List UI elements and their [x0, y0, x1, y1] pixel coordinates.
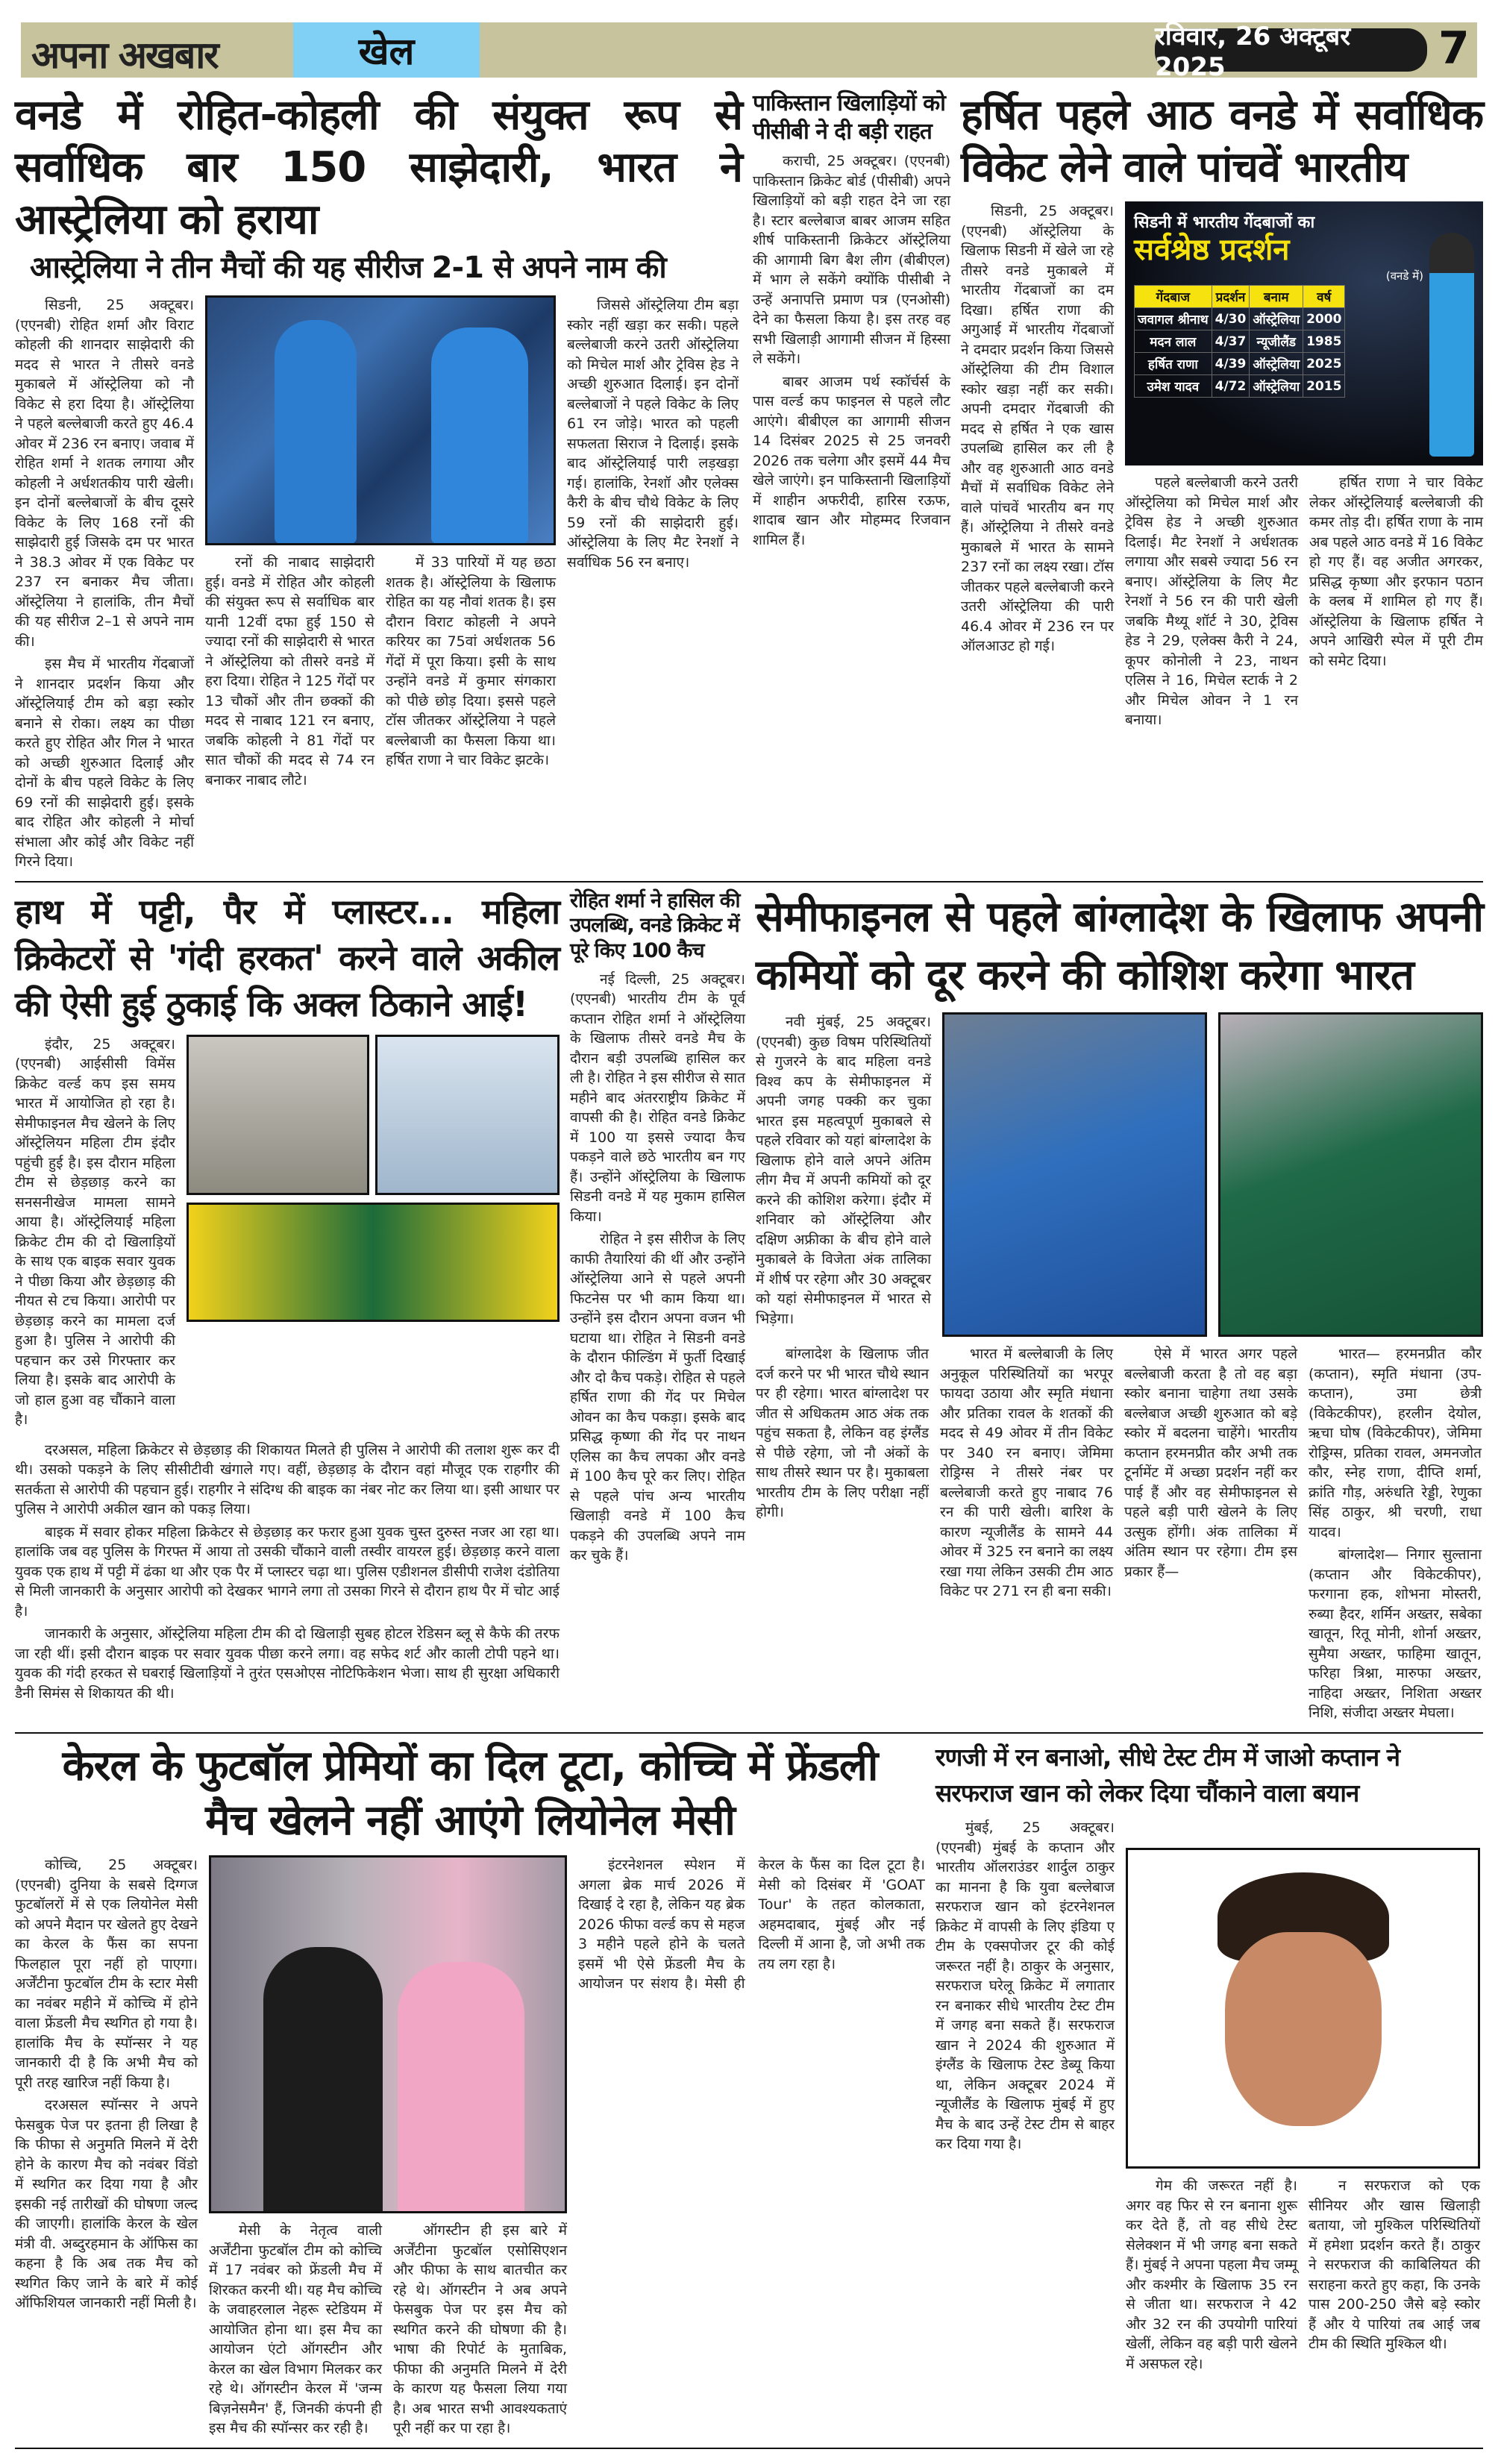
cell: 2015: [1303, 375, 1345, 398]
paragraph: गेम की जरूरत नहीं है। अगर वह फिर से रन बनाना शुरू कर देते हैं, तो वह सीधे टेस्ट सेलेक्शन में भी जगह बना सकते हैं। मुंबई ने अपना पहला मैच जम्मू और कश्मीर के खिलाफ 35 रन से जीता था। सरफराज ने 42 और 32 रन की उपयोगी पारियां खेलीं, लेकिन वह बड़ी पारी खेलने में असफल रहे।: [1126, 2178, 1297, 2372]
paragraph: रनों की नाबाद साझेदारी हुई। वनडे में रोहित और कोहली की संयुक्त रूप से सर्वाधिक बार यानी 12वीं दफा हुई 150 से ज्यादा रनों की साझेदारी से भारत ने ऑस्ट्रेलिया को तीसरे वनडे में हरा दिया। रोहित ने 125 गेंदों पर 13 चौकों और तीन छक्कों की मदद से नाबाद 121 रन बनाए, जबकि कोहली ने 81 गेंदों पर सात चौकों की मदद से 74 रन बनाकर नाबाद लौटे।: [205, 554, 374, 789]
paragraph: मुंबई, 25 अक्टूबर। (एएनबी) मुंबई के कप्तान और भारतीय ऑलराउंडर शार्दुल ठाकुर का मानना है कि युवा बल्लेबाज सरफराज खान को इंटरनेशनल क्रिकेट में वापसी के लिए इंडिया ए टीम के एक्सपोजर टूर की कोई जरूरत नहीं है। ठाकुर के अनुसार, सरफराज घरेलू क्रिकेट में लगातार रन बनाकर सीधे भारतीय टेस्ट टीम में जगह बना सकते हैं। सरफराज खान ने 2024 की शुरुआत में इंग्लैंड के खिलाफ टेस्ट डेब्यू किया था, लेकिन अक्टूबर 2024 में न्यूजीलैंड के खिलाफ मुंबई में हुए मैच के बाद उन्हें टेस्ट टीम से बाहर कर दिया गया है।: [936, 1819, 1115, 2153]
article-column: [15, 1441, 560, 1704]
headline: हाथ में पट्टी, पैर में प्लास्टर... महिला क्रिकेटरों से 'गंदी हरकत' करने वाले अकील की ऐसी हुई ठुकाई कि अक्ल ठिकाने आई!: [15, 891, 560, 1024]
article-akeel: [15, 888, 560, 1707]
injured-accused-photo: [375, 1035, 560, 1195]
table-row: [1135, 308, 1345, 330]
article-rohit-catches: [570, 888, 745, 1569]
rohit-kohli-photo: [205, 295, 556, 545]
headline: केरल के फुटबॉल प्रेमियों का दिल टूटा, कोच्चि में फ्रेंडली मैच खेलने नहीं आएंगे लियोनेल मेसी: [62, 1741, 878, 1845]
article-column: [1309, 473, 1483, 674]
cell: 1985: [1303, 330, 1345, 353]
paragraph: इंटरनेशनल स्पेशन में अगला ब्रेक मार्च 2026 में दिखाई दे रहा है, लेकिन यह ब्रेक 2026 फीफा वर्ल्ड कप से महज 3 महीने पहले होने के चलते इसमें भी ऐसे फ्रेंडली मैच के आयोजन पर संशय है। मेसी ही केरल के फैंस का दिल टूटा है। मेसी को दिसंबर में 'GOAT Tour' के तहत कोलकाता, अहमदाबाद, मुंबई और नई दिल्ली में आना है, जो अभी तक तय लग रहा है।: [578, 1857, 925, 1993]
cell: जवागल श्रीनाथ: [1135, 308, 1212, 330]
bottom-row: [15, 1734, 1483, 2449]
paragraph: पहले बल्लेबाजी करने उतरी ऑस्ट्रेलिया को मिचेल मार्श और ट्रेविस हेड ने अच्छी शुरुआत दिलाई। मैट रेनशॉ ने अर्धशतक लगाया और सबसे ज्यादा 56 रन बनाए। ऑस्ट्रेलिया के लिए मैट रेनशॉ ने 56 रन की पारी खेली जबकि मैथ्यू शॉर्ट ने 30, ट्रेविस हेड ने 29, एलेक्स कैरी ने 24, कूपर कोनोली ने 23, नाथन एलिस ने 16, मिचेल स्टार्क ने 2 और मिचेल ओवन ने 1 रन बनाया।: [1125, 474, 1298, 728]
cell: 4/37: [1212, 330, 1250, 353]
article-column: [570, 970, 745, 1566]
paragraph: जिससे ऑस्ट्रेलिया टीम बड़ा स्कोर नहीं खड़ा कर सकी। पहले बल्लेबाजी करने उतरी ऑस्ट्रेलिया को मिचेल मार्श और ट्रेविस हेड ने अच्छी शुरुआत दिलाई। इन दोनों बल्लेबाजों ने पहले विकेट के लिए 61 रन जोड़े। भारत को पहली सफलता सिराज ने दिलाई। इसके बाद ऑस्ट्रेलियाई पारी लड़खड़ा गई। हालांकि, रेनशॉ और एलेक्स कैरी के बीच चौथे विकेट के लिए 59 रनों की साझेदारी हुई। ऑस्ट्रेलिया के लिए मैट रेनशॉ ने सर्वाधिक 56 रन बनाए।: [567, 297, 739, 571]
headline: सेमीफाइनल से पहले बांग्लादेश के खिलाफ अपनी कमियों को दूर करने की कोशिश करेगा भारत: [756, 892, 1483, 1000]
paragraph: नई दिल्ली, 25 अक्टूबर। (एएनबी) भारतीय टीम के पूर्व कप्तान रोहित शर्मा ने ऑस्ट्रेलिया के खिलाफ तीसरे वनडे मैच के दौरान बड़ी उपलब्धि हासिल कर ली है। रोहित ने इस सीरीज से सात महीने बाद अंतरराष्ट्रीय क्रिकेट में वापसी की है। रोहित वनडे क्रिकेट में 100 या इससे ज्यादा कैच पकड़ने वाले छठे भारतीय बन गए हैं। उन्होंने ऑस्ट्रेलिया के खिलाफ सिडनी वनडे में यह मुकाम हासिल किया।: [570, 971, 745, 1225]
article-harshit: [961, 90, 1483, 733]
akeel-photo: [187, 1035, 369, 1195]
messi-photo: [209, 1855, 567, 2213]
paragraph: ऐसे में भारत अगर पहले बल्लेबाजी करता है तो वह बड़ा स्कोर बनाना चाहेगा तथा उसके बल्लेबाज अच्छी शुरुआत को बड़े स्कोर में बदलना चाहेंगे। भारतीय कप्तान हरमनप्रीत कौर अभी तक टूर्नामेंट में अच्छा प्रदर्शन नहीं कर पाई हैं और वह सेमीफाइनल से पहले बड़ी पारी खेलने के लिए उत्सुक होंगी। अंक तालिका में अंतिम स्थान पर रहेगा। टीम इस प्रकार हैं—: [1124, 1346, 1297, 1580]
india-women-team-photo: [942, 1012, 1207, 1337]
paragraph: कराची, 25 अक्टूबर। (एएनबी) पाकिस्तान क्रिकेट बोर्ड (पीसीबी) अपने खिलाड़ियों को बड़ी राहत देने जा रहा है। स्टार बल्लेबाज बाबर आजम सहित शीर्ष पाकिस्तानी क्रिकेटर ऑस्ट्रेलिया की आगामी बिग बैश लीग (बीबीएल) में भाग ले सकेंगे क्योंकि पीसीबी ने उन्हें अनापत्ति प्रमाण पत्र (एनओसी) देने का फैसला किया है। इस तरह वह सभी खिलाड़ी आगामी सीजन में हिस्सा ले सकेंगे।: [753, 153, 950, 367]
best-bowling-infographic: [1125, 201, 1483, 465]
cell: 4/39: [1212, 353, 1250, 375]
article-column: [1309, 1344, 1482, 1726]
australian-cricketers-photo: [187, 1203, 560, 1322]
article-column: [15, 295, 194, 875]
article-column: [756, 1012, 931, 1332]
bowler-figure: [1429, 233, 1474, 457]
paragraph: बाइक में सवार होकर महिला क्रिकेटर से छेड़छाड़ कर फरार हुआ युवक चुस्त दुरुस्त नजर आ रहा था। हालांकि जब वह पुलिस के गिरफ्त में आया तो उसकी चौंकाने वाली तस्वीर वायरल हुई। छेड़छाड़ करने वाला युवक एक हाथ में पट्टी में ढंका था और एक पैर में प्लास्टर चढ़ा था। पुलिस एडीशनल डीसीपी राजेश दंडोतिया से मिली जानकारी के अनुसार आरोपी को देखकर भागने लगा तो उसका गिरने से दौरान हाथ पैर में चोट आई है।: [15, 1523, 560, 1620]
headline: पाकिस्तान खिलाड़ियों को पीसीबी ने दी बड़ी राहत: [753, 90, 945, 145]
paragraph: दरअसल, महिला क्रिकेटर से छेड़छाड़ की शिकायत मिलते ही पुलिस ने आरोपी की तलाश शुरू कर दी थी। उसको पकड़ने के लिए सीसीटीवी खंगाले गए। वहीं, छेड़छाड़ के दौरान वहां मौजूद एक राहगीर की सतर्कता से आरोपी की पहचान हुई। राहगीर ने संदिग्ध की बाइक का नंबर नोट कर लिया था। इसी आधार पर पुलिस ने आरोपी अकील खान को पकड़ लिया।: [15, 1441, 560, 1518]
page-number: 7: [1438, 22, 1470, 75]
paragraph: सिडनी, 25 अक्टूबर। (एएनबी) ऑस्ट्रेलिया के खिलाफ सिडनी में खेले जा रहे तीसरे वनडे मुकाबले में भारतीय गेंदबाजों का दम दिखा। हर्षित राणा की अगुआई में भारतीय गेंदबाजों ने दमदार प्रदर्शन किया जिससे ऑस्ट्रेलिया की टीम विशाल स्कोर खड़ा नहीं कर सकी। अपनी दमदार गेंदबाजी की मदद से हर्षित ने एक खास उपलब्धि हासिल कर ली है और वह शुरुआती आठ वनडे मैचों में सर्वाधिक विकेट लेने वाले पांचवें भारतीय बन गए हैं। ऑस्ट्रेलिया ने तीसरे वनडे मुकाबले में भारत के सामने 237 रनों का लक्ष्य रखा। टॉस जीतकर पहले बल्लेबाजी करने उतरी ऑस्ट्रेलिया की पारी 46.4 ओवर में 236 रन पर ऑलआउट हो गई।: [961, 203, 1114, 654]
paragraph: रोहित ने इस सीरीज के लिए काफी तैयारियां की थीं और उन्होंने ऑस्ट्रेलिया आने से पहले अपनी फिटनेस पर भी काम किया था। उन्होंने इस दौरान अपना वजन भी घटाया था। रोहित ने सिडनी वनडे के दौरान फील्डिंग में फुर्ती दिखाई और दो कैच पकड़े। रोहित से पहले हर्षित राणा की गेंद पर मिचेल ओवन का कैच पकड़ा। इसके बाद प्रसिद्ध कृष्णा की गेंद पर नाथन एलिस का कैच लपका और वनडे में 100 कैच पूरे कर लिए। रोहित से पहले पांच अन्य भारतीय खिलाड़ी वनडे में 100 कैच पकड़ने की उपलब्धि अपने नाम कर चुके हैं।: [570, 1231, 745, 1564]
best-bowling-table: [1134, 285, 1345, 398]
cell: मदन लाल: [1135, 330, 1212, 353]
article-rohit-kohli: [15, 90, 742, 875]
table-row: [1135, 330, 1345, 353]
paragraph: बाबर आजम पर्थ स्कॉर्चर्स के पास वर्ल्ड कप फाइनल से पहले लौट आएंगे। बीबीएल का आगामी सीजन 14 दिसंबर 2025 से 25 जनवरी 2026 तक चलेगा और इसमें 44 मैच खेले जाएंगे। इन पाकिस्तानी खिलाड़ियों में शाहीन अफरीदी, हारिस रऊफ, शादाब खान और मोहम्मद रिजवान शामिल हैं।: [753, 373, 950, 548]
paragraph: बांग्लादेश— निगार सुल्ताना (कप्तान और विकेटकीपर), फरगाना हक, शोभना मोस्तरी, रुब्या हैदर, शर्मिन अख्तर, सबेका खातून, रितू मोनी, शोर्ना अख्तर, सुमैया अख्तर, फाहिमा खातून, फरिहा त्रिश्ना, मारुफा अख्तर, नाहिदा अख्तर, निशिता अख्तर निशि, संजीदा अख्तर मेघला।: [1309, 1546, 1482, 1722]
bangladesh-women-team-photo: [1218, 1012, 1483, 1337]
cell: ऑस्ट्रेलिया: [1250, 308, 1303, 330]
headline: रोहित शर्मा ने हासिल की उपलब्धि, वनडे क्रिकेट में पूरे किए 100 कैच: [570, 888, 740, 962]
infographic-note: (वनडे में): [1385, 269, 1423, 283]
paragraph: दरअसल स्पॉन्सर ने अपने फेसबुक पेज पर इतना ही लिखा है कि फीफा से अनुमति मिलने में देरी होने के कारण मैच को नवंबर विंडो में स्थगित कर दिया गया है और इसकी नई तारीखों की घोषणा जल्द की जाएगी। हालांकि केरल के खेल मंत्री वी. अब्दुरहमान के ऑफिस का कहना है कि अब तक मैच को स्थगित किए जाने के बारे में कोई ऑफिशियल जानकारी नहीं मिली है।: [15, 2097, 198, 2312]
article-column: [567, 295, 739, 575]
column-header: गेंदबाज: [1135, 286, 1212, 308]
cell: ऑस्ट्रेलिया: [1250, 375, 1303, 398]
headline: हर्षित पहले आठ वनडे में सर्वाधिक विकेट लेने वाले पांचवें भारतीय: [961, 91, 1483, 192]
subheadline: आस्ट्रेलिया ने तीन मैचों की यह सीरीज 2-1 से अपने नाम की: [30, 251, 666, 285]
table-row: [1135, 353, 1345, 375]
newspaper-name: अपना अखबार: [31, 34, 218, 77]
paragraph: मेसी के नेतृत्व वाली अर्जेंटीना फुटबॉल टीम को कोच्चि में 17 नवंबर को फ्रेंडली मैच में शिरकत करनी थी। यह मैच कोच्चि के जवाहरलाल नेहरू स्टेडियम में आयोजित होना था। इस मैच का आयोजन एंटो ऑगस्टीन और केरल का खेल विभाग मिलकर कर रहे थे। ऑगस्टीन केरल में 'जन्म बिज़नेसमैन' हैं, जिनकी कंपनी ही इस मैच की स्पॉन्सर कर रही है।: [209, 2222, 382, 2437]
article-column: [756, 1344, 929, 1526]
article-column: [1124, 1344, 1297, 1584]
column-header: बनाम: [1250, 286, 1303, 308]
paragraph: जानकारी के अनुसार, ऑस्ट्रेलिया महिला टीम की दो खिलाड़ी सुबह होटल रेडिसन ब्लू से कैफे की तरफ जा रही थीं। इसी दौरान बाइक पर सवार युवक पीछा करने लगा। वह सफेद शर्ट और काली टोपी पहने था। युवक की गंदी हरकत से घबराई खिलाड़ियों ने तुरंत एसओएस नोटिफिकेशन भेजा। साथ ही सुरक्षा अधिकारी डैनी सिमंस से शिकायत की थी।: [15, 1626, 560, 1702]
article-sarfaraz: [936, 1740, 1480, 2377]
paragraph: भारत में बल्लेबाजी के लिए अनुकूल परिस्थितियों का भरपूर फायदा उठाया और स्मृति मंधाना और प्रतिका रावल के शतकों की मदद से 49 ओवर में तीन विकेट पर 340 रन बनाए। जेमिमा रोड्रिग्स ने तीसरे नंबर पर बल्लेबाजी करते हुए नाबाद 76 रन की पारी खेली। बारिश के कारण न्यूजीलैंड के सामने 44 ओवर में 325 रन बनाने का लक्ष्य रखा गया लेकिन उसकी टीम आठ विकेट पर 271 रन ही बना सकी।: [940, 1346, 1113, 1600]
paragraph: सिडनी, 25 अक्टूबर। (एएनबी) रोहित शर्मा और विराट कोहली की शानदार साझेदारी की मदद से भारत ने तीसरे वनडे मुकाबले में ऑस्ट्रेलिया को नौ विकेट से हरा दिया है। ऑस्ट्रेलिया ने पहले बल्लेबाजी करते हुए 46.4 ओवर में 236 रन बनाए। जवाब में रोहित शर्मा ने शतक लगाया और कोहली ने अर्धशतकीय पारी खेली। इन दोनों बल्लेबाजों के बीच दूसरे विकेट के लिए 168 रनों की साझेदारी हुई जिसके दम पर भारत ने 38.3 ओवर में एक विकेट पर 237 रन बनाकर मैच जीता। ऑस्ट्रेलिया ने हालांकि, तीन मैचों की यह सीरीज 2–1 से अपने नाम की।: [15, 297, 194, 650]
cell: 2000: [1303, 308, 1345, 330]
column-header: प्रदर्शन: [1212, 286, 1250, 308]
cell: उमेश यादव: [1135, 375, 1212, 398]
article-column: [209, 2221, 382, 2442]
column-header: वर्ष: [1303, 286, 1345, 308]
section-label: खेल: [293, 22, 480, 78]
paragraph: इस मैच में भारतीय गेंदबाजों ने शानदार प्रदर्शन किया और ऑस्ट्रेलियाई टीम को बड़ा स्कोर बनाने से रोका। लक्ष्य का पीछा करते हुए रोहित और गिल ने भारत को अच्छी शुरुआत दिलाई और दोनों के बीच पहले विकेट के लिए 69 रनों की साझेदारी हुई। इसके बाद रोहित और कोहली ने मोर्चा संभाला और कोई और विकेट नहीं गिरने दिया।: [15, 656, 194, 870]
article-semifinal: [756, 888, 1483, 1726]
article-column: [1125, 473, 1298, 733]
article-column: [1309, 2176, 1480, 2357]
headline: रणजी में रन बनाओ, सीधे टेस्ट टीम में जाओ कप्तान ने सरफराज खान को लेकर दिया चौंकाने वाला बयान: [936, 1742, 1400, 1808]
paragraph: ऑगस्टीन ही इस बारे में अर्जेंटीना फुटबॉल एसोसिएशन और फीफा के साथ बातचीत कर रहे थे। ऑगस्टीन ने अब अपने फेसबुक पेज पर इस मैच को स्थगित करने की घोषणा की है। भाषा की रिपोर्ट के मुताबिक, फीफा की अनुमति मिलने में देरी के कारण यह फैसला लिया गया है। अब भारत सभी आवश्यकताएं पूरी नहीं कर पा रहा है।: [393, 2222, 567, 2437]
paragraph: न सरफराज को एक सीनियर और खास खिलाड़ी बताया, जो मुश्किल परिस्थितियों में हमेशा प्रदर्शन करते हैं। ठाकुर ने सरफराज की काबिलियत की सराहना करते हुए कहा, कि उनके पास 200-250 जैसे बड़े स्कोर हैं और ये पारियां तब आई जब टीम की स्थिति मुश्किल थी।: [1309, 2178, 1480, 2353]
headline: वनडे में रोहित-कोहली की संयुक्त रूप से सर्वाधिक बार 150 साझेदारी, भारत ने आस्ट्रेलिया को हराया: [15, 91, 742, 244]
article-column: [15, 1035, 175, 1433]
table-header-row: [1135, 286, 1345, 308]
paragraph: भारत— हरमनप्रीत कौर (कप्तान), स्मृति मंधाना (उप-कप्तान), उमा छेत्री (विकेटकीपर), हरलीन देयोल, ऋचा घोष (विकेटकीपर), जेमिमा रोड्रिग्स, प्रतिका रावल, अमनजोत कौर, स्नेह राणा, दीप्ति शर्मा, क्रांति गौड़, अरुंधति रेड्डी, रेणुका सिंह ठाकुर, श्री चरणी, राधा यादव।: [1309, 1346, 1482, 1540]
paragraph: बांग्लादेश के खिलाफ जीत दर्ज करने पर भी भारत चौथे स्थान पर ही रहेगा। भारत बांग्लादेश पर जीत से अधिकतम आठ अंक तक पहुंच सकता है, लेकिन वह इंग्लैंड से पीछे रहेगा, जो नौ अंकों के साथ तीसरे स्थान पर है। मुकाबला भारतीय टीम के लिए परीक्षा नहीं होगी।: [756, 1346, 929, 1521]
cell: 2025: [1303, 353, 1345, 375]
article-column: [936, 1818, 1115, 2157]
paragraph: में 33 पारियों में यह छठा शतक है। ऑस्ट्रेलिया के खिलाफ रोहित का यह नौवां शतक है। इस दौरान विराट कोहली ने अपने करियर का 75वां अर्धशतक 56 गेंदों में पूरा किया। इसी के साथ उन्होंने वनडे में कुमार संगकारा को पीछे छोड़ दिया। इससे पहले टॉस जीतकर ऑस्ट्रेलिया ने पहले बल्लेबाजी का फैसला किया था। हर्षित राणा ने चार विकेट झटके।: [386, 554, 556, 768]
cell: हर्षित राणा: [1135, 353, 1212, 375]
table-row: [1135, 375, 1345, 398]
infographic-title: सिडनी में भारतीय गेंदबाजों का: [1134, 213, 1315, 232]
masthead: [21, 22, 1477, 82]
middle-row: [15, 883, 1483, 1734]
infographic-title-highlight: सर्वश्रेष्ठ प्रदर्शन: [1134, 233, 1290, 267]
paragraph: नवी मुंबई, 25 अक्टूबर। (एएनबी) कुछ विषम परिस्थितियों से गुजरने के बाद महिला वनडे विश्व कप के सेमीफाइनल में अपनी जगह पक्की कर चुका भारत इस महत्वपूर्ण मुकाबले से पहले रविवार को यहां बांग्लादेश के खिलाफ होने वाले अपने अंतिम लीग मैच में अपनी कमियों को दूर करने की कोशिश करेगा। इंदौर में शनिवार को ऑस्ट्रेलिया और दक्षिण अफ्रीका के बीच होने वाले मुकाबले के विजेता अंक तालिका में शीर्ष पर रहेगा और 30 अक्टूबर को यहां सेमीफाइनल में भारत से भिड़ेगा।: [756, 1014, 931, 1327]
article-column: [1126, 2176, 1297, 2377]
article-column: [386, 553, 556, 774]
paragraph: इंदौर, 25 अक्टूबर। (एएनबी) आईसीसी विमेंस क्रिकेट वर्ल्ड कप इस समय भारत में आयोजित हो रहा है। सेमीफाइनल मैच खेलने के लिए ऑस्ट्रेलियन महिला टीम इंदौर पहुंची हुई है। इस दौरान महिला टीम से छेड़छाड़ करने का सनसनीखेज मामला सामने आया है। ऑस्ट्रेलियाई महिला क्रिकेट टीम की दो खिलाड़ियों के साथ एक बाइक सवार युवक ने पीछा किया और छेड़छाड़ की नीयत से टच किया। आरोपी पर छेड़छाड़ करने का मामला दर्ज हुआ है। पुलिस ने आरोपी की पहचान कर उसे गिरफ्तार कर लिया है। इसके बाद आरोपी के जो हाल हुआ वह चौंकाने वाला है।: [15, 1035, 175, 1429]
paragraph: हर्षित राणा ने चार विकेट लेकर ऑस्ट्रेलियाई बल्लेबाजी की कमर तोड़ दी। हर्षित राणा के नाम अब पहले आठ वनडे में 16 विकेट हो गए हैं। वह अजीत अगरकर, प्रसिद्ध कृष्णा और इरफान पठान के क्लब में शामिल हो गए हैं। ऑस्ट्रेलिया के खिलाफ हर्षित ने अपने आखिरी स्पेल में पूरी टीम को समेट दिया।: [1309, 474, 1483, 669]
date-badge: रविवार, 26 अक्टूबर 2025: [1155, 28, 1427, 72]
article-column: [940, 1344, 1113, 1605]
cell: 4/72: [1212, 375, 1250, 398]
paragraph: कोच्चि, 25 अक्टूबर। (एएनबी) दुनिया के सबसे दिग्गज फुटबॉलरों में से एक लियोनेल मेसी को अपने मैदान पर खेलते हुए देखने का केरल के फैंस का सपना फिलहाल पूरा नहीं हो पाएगा। अर्जेंटीना फुटबॉल टीम के स्टार मेसी का नवंबर महीने में कोच्चि में होने वाला फ्रेंडली मैच स्थगित हो गया है। हालांकि मैच के स्पॉन्सर ने यह जानकारी दी है कि अभी मैच को पूरी तरह खारिज नहीं किया है।: [15, 1857, 198, 2091]
cell: 4/30: [1212, 308, 1250, 330]
article-column: [753, 151, 950, 550]
article-column: [393, 2221, 567, 2442]
cell: ऑस्ट्रेलिया: [1250, 353, 1303, 375]
article-messi: [15, 1740, 925, 2442]
top-row: [15, 84, 1483, 883]
article-column: [961, 201, 1114, 659]
cell: न्यूजीलैंड: [1250, 330, 1303, 353]
article-pakistan: [753, 90, 950, 553]
article-column: [205, 553, 374, 793]
article-column: [15, 1855, 198, 2316]
article-column: [578, 1855, 925, 1994]
sarfaraz-khan-photo: [1126, 1848, 1480, 2169]
